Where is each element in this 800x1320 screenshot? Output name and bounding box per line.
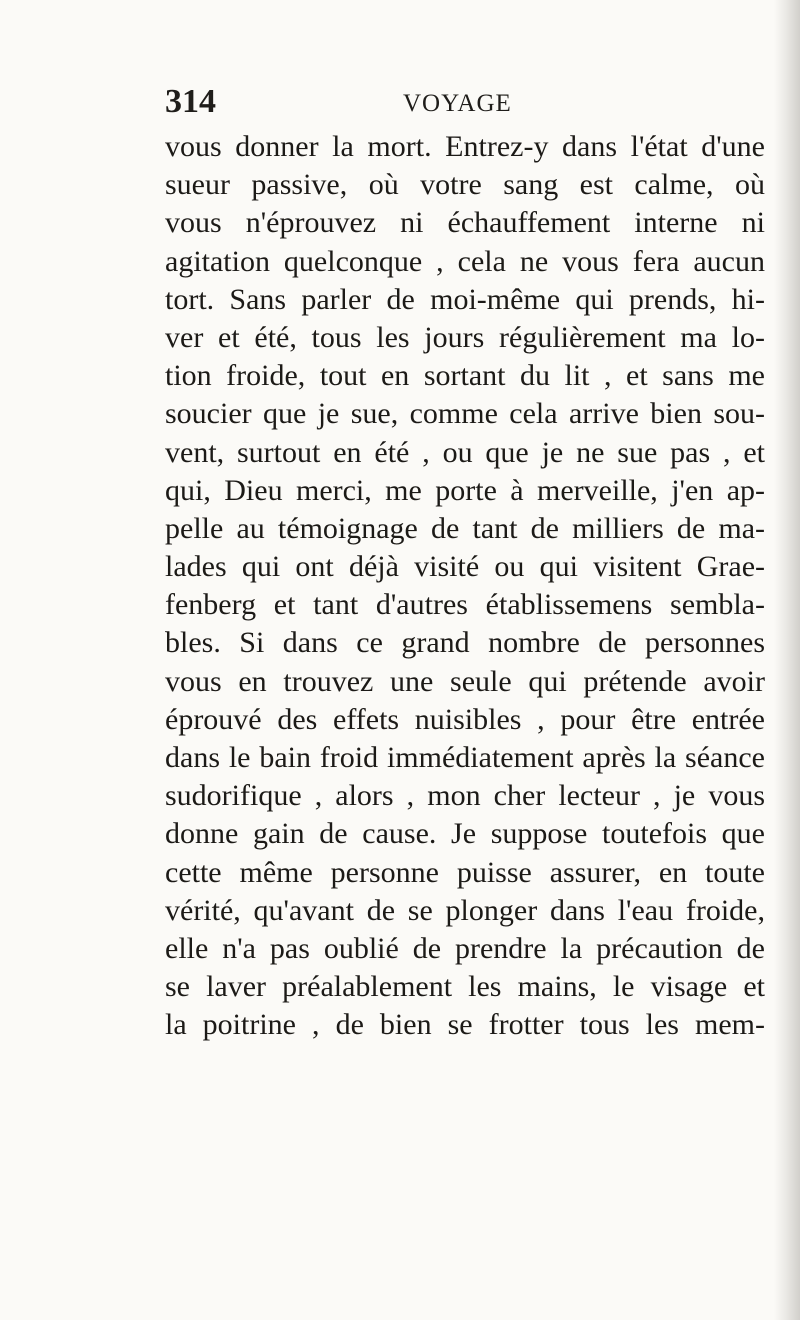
- text-line: éprouvé des effets nuisibles , pour être entrée: [165, 702, 765, 736]
- text-line: vous en trouvez une seule qui prétende avoir: [165, 664, 765, 698]
- text-line: bles. Si dans ce grand nombre de personnes: [165, 626, 765, 660]
- text-line: ver et été, tous les jours régulièrement ma lo-: [165, 320, 765, 354]
- text-line: pelle au témoignage de tant de milliers de ma-: [165, 511, 765, 545]
- text-line: vous donner la mort. Entrez-y dans l'état d'une: [165, 130, 765, 163]
- page-header: [165, 82, 725, 122]
- text-line: sueur passive, où votre sang est calme, où: [165, 168, 765, 202]
- text-line: soucier que je sue, comme cela arrive bien sou-: [165, 397, 765, 431]
- text-line: sudorifique , alors , mon cher lecteur , je vous: [165, 779, 765, 813]
- page-number: 314: [165, 83, 216, 120]
- body-text: [165, 128, 765, 1045]
- text-line: se laver préalablement les mains, le visage et: [165, 970, 765, 1004]
- text-line: donne gain de cause. Je suppose toutefois que: [165, 817, 765, 851]
- text-line: elle n'a pas oublié de prendre la précaution de: [165, 931, 765, 965]
- text-line: dans le bain froid immédiatement après la séance: [165, 741, 765, 774]
- text-line: tort. Sans parler de moi-même qui prends, hi-: [165, 282, 765, 316]
- page-edge-shadow: [774, 0, 800, 1320]
- text-line: vous n'éprouvez ni échauffement interne ni: [165, 206, 765, 240]
- text-line: lades qui ont déjà visité ou qui visitent Grae-: [165, 550, 765, 584]
- text-line: cette même personne puisse assurer, en toute: [165, 855, 765, 889]
- text-line: tion froide, tout en sortant du lit , et sans me: [165, 359, 765, 393]
- text-line: vérité, qu'avant de se plonger dans l'eau froide,: [165, 893, 765, 927]
- running-title: VOYAGE: [403, 90, 512, 117]
- text-line: fenberg et tant d'autres établissemens sembla-: [165, 588, 765, 622]
- text-line: qui, Dieu merci, me porte à merveille, j'en ap-: [165, 473, 765, 507]
- text-line: vent, surtout en été , ou que je ne sue pas , et: [165, 435, 765, 469]
- text-line: la poitrine , de bien se frotter tous les mem-: [165, 1008, 765, 1042]
- text-line: agitation quelconque , cela ne vous fera aucun: [165, 244, 765, 278]
